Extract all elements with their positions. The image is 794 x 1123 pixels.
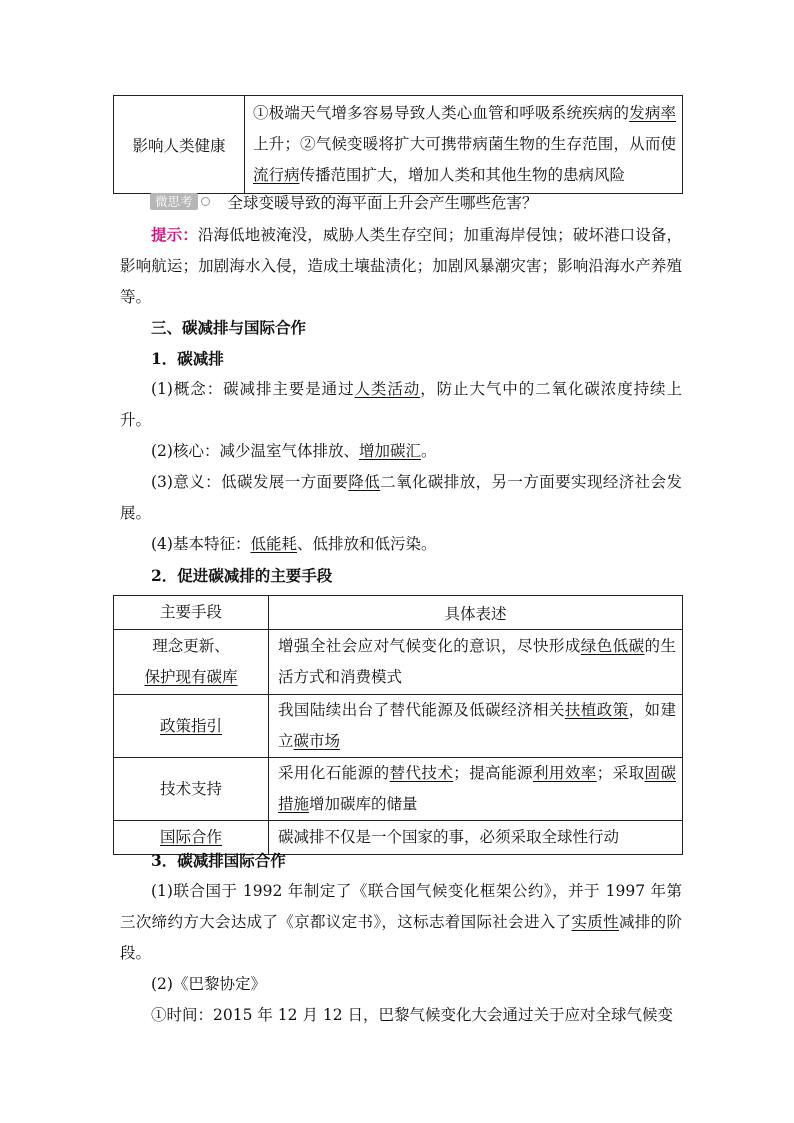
table-row (114, 96, 683, 194)
text-segment: (4)基本特征： (151, 535, 251, 553)
circle-icon (201, 197, 210, 206)
carbon-means-table (113, 595, 683, 855)
text-segment: ①极端天气增多容易导致人类心血管和呼吸系统疾病的 (253, 104, 630, 122)
text-segment: ，如建立 (278, 701, 676, 750)
sub3 (120, 845, 682, 1031)
desc-cell (269, 695, 683, 758)
text-segment: (3)意义：低碳发展一方面要 (151, 473, 349, 491)
underlined-text: 国际合作 (159, 828, 222, 846)
sub3-item-1 (120, 876, 682, 969)
text-segment: 碳减排不仅是一个国家的事，必须采取全球性行动 (278, 828, 620, 846)
text-segment: 减排的阶段。 (120, 913, 682, 962)
hint-label: 提示： (151, 225, 198, 244)
section-3-title: 三、碳减排与国际合作 (151, 318, 307, 337)
underlined-text: 低能耗 (250, 535, 297, 553)
underlined-text: 绿色低碳 (580, 637, 645, 655)
desc-cell (269, 758, 683, 821)
text-segment: 传播范围扩大，增加人类和其他生物的患病风险 (299, 166, 626, 184)
text-segment: ，防止大气中的二氧化碳浓度持续上升。 (120, 380, 682, 429)
think-badge: 微思考 (150, 193, 198, 210)
text-segment: (2)核心：减少温室气体排放、 (151, 442, 359, 460)
sub1-item-1 (120, 374, 682, 436)
table-header-row (114, 596, 683, 630)
underlined-text: 政策指引 (159, 716, 222, 735)
think-question-text: 全球变暖导致的海平面上升会产生哪些危害？ (227, 194, 538, 212)
text-segment: 的生活方式和消费模式 (278, 637, 676, 686)
sub3-item-3: ①时间：2015 年 12 月 12 日，巴黎气候变化大会通过关于应对全球气候变 (151, 1006, 674, 1024)
text-segment: (1)联合国于 1992 年制定了《联合国气候变化框架公约》，并于 1997 年第三次缔约方大会达成了《京都议定书》，这标志着国际社会进入了 (120, 882, 682, 931)
table-row (114, 695, 683, 758)
underlined-text: 固碳措施 (278, 764, 676, 813)
sub1-item-2 (120, 436, 682, 467)
text-segment: 我国陆续出台了替代能源及低碳经济相关 (278, 701, 565, 719)
health-label: 影响人类健康 (114, 96, 245, 194)
means-cell (114, 758, 269, 821)
underlined-text: 降低 (348, 473, 381, 491)
text-segment: 增加碳库的储量 (309, 795, 418, 813)
underlined-text: 替代技术 (389, 764, 454, 782)
table-row (114, 630, 683, 695)
means-cell (114, 695, 269, 758)
hint-text: 沿海低地被淹没，威胁人类生存空间；加重海岸侵蚀；破坏港口设备，影响航运；加剧海水入侵，造成土壤盐渍化；加剧风暴潮灾害；影响沿海水产养殖等。 (120, 226, 682, 306)
underlined-text: 人类活动 (354, 380, 421, 398)
text-segment: ；提高能源 (453, 764, 533, 782)
think-hint (120, 219, 682, 313)
table-row (114, 758, 683, 821)
health-text (245, 96, 683, 194)
underlined-text: 碳市场 (293, 732, 341, 750)
desc-cell (269, 630, 683, 695)
text-segment: 上升；②气候变暖将扩大可携带病菌生物的生存范围，从而使 (253, 135, 676, 153)
means-cell (114, 630, 269, 695)
text-segment: (1)概念：碳减排主要是通过 (151, 380, 355, 398)
sub1-item-3 (120, 467, 682, 529)
header-means: 主要手段 (114, 596, 269, 630)
header-desc: 具体表述 (269, 596, 683, 630)
underlined-text: 发病率 (629, 104, 676, 122)
underlined-text: 扶植政策 (564, 701, 629, 719)
think-question (120, 188, 682, 219)
sub2-title: 2．促进碳减排的主要手段 (151, 566, 333, 585)
text-segment: 增强全社会应对气候变化的意识，尽快形成 (278, 637, 581, 655)
underlined-text: 增加碳汇 (358, 442, 421, 460)
sub3-item-2: (2)《巴黎协定》 (151, 975, 266, 993)
text-segment: 理念更新、 (152, 637, 230, 655)
sub3-title: 3．碳减排国际合作 (151, 851, 286, 870)
text-segment: ；采取 (596, 764, 645, 782)
sub1-title: 1．碳减排 (151, 349, 224, 368)
text-segment: 采用化石能源的 (278, 764, 390, 782)
health-impact-table (113, 95, 683, 194)
section-3 (120, 312, 682, 591)
underlined-text: 流行病 (253, 166, 300, 184)
sub1-item-4 (120, 529, 682, 560)
text-segment: 技术支持 (159, 779, 222, 798)
underlined-text: 利用效率 (532, 764, 597, 782)
text-segment: 二氧化碳排放，另一方面要实现经济社会发展。 (120, 473, 682, 522)
text-segment: 。 (420, 442, 437, 460)
text-segment: 、低排放和低污染。 (296, 535, 437, 553)
underlined-text: 保护现有碳库 (144, 668, 238, 686)
underlined-text: 实质性 (571, 913, 619, 931)
